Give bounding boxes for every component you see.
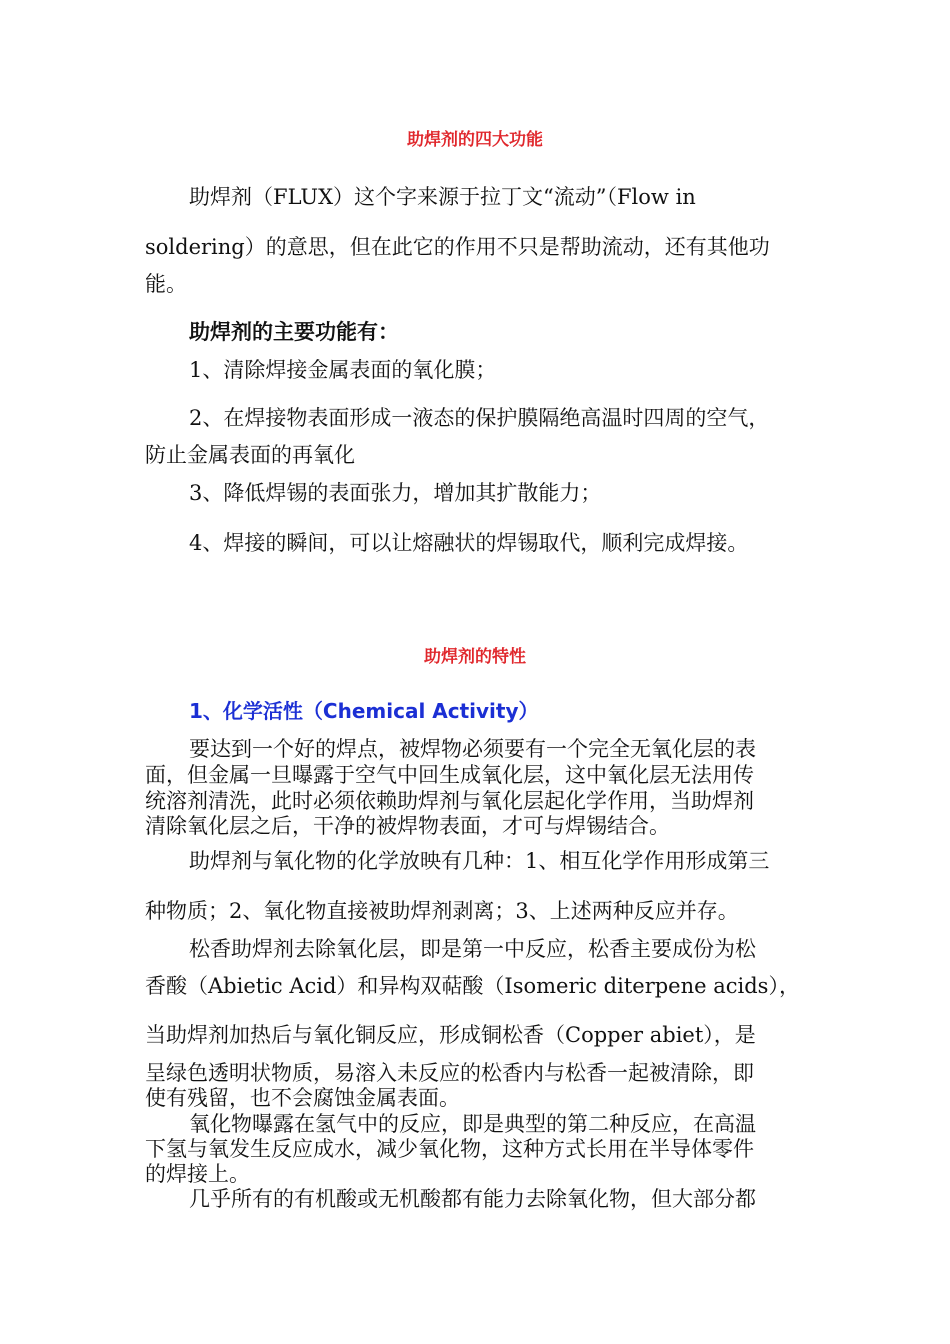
function-item-3: 3、降低焊锡的表面张力，增加其扩散能力； (189, 481, 602, 505)
section-title-functions: 助焊剂的四大功能 (407, 130, 543, 150)
body-line-10: 呈绿色透明状物质，易溶入未反应的松香内与松香一起被清除，即 (145, 1061, 754, 1085)
body-line-11: 使有残留，也不会腐蚀金属表面。 (145, 1086, 460, 1110)
body-line-3: 统溶剂清洗，此时必须依赖助焊剂与氧化层起化学作用，当助焊剂 (145, 789, 754, 813)
body-line-9: 当助焊剂加热后与氧化铜反应，形成铜松香（Copper abiet），是 (145, 1023, 756, 1047)
function-item-2: 2、在焊接物表面形成一液态的保护膜隔绝高温时四周的空气， (189, 406, 770, 430)
body-line-1: 要达到一个好的焊点，被焊物必须要有一个完全无氧化层的表 (189, 737, 756, 761)
function-item-1: 1、清除焊接金属表面的氧化膜； (189, 358, 497, 382)
body-line-2: 面，但金属一旦曝露于空气中回生成氧化层，这中氧化层无法用传 (145, 763, 754, 787)
body-line-14: 的焊接上。 (145, 1162, 250, 1186)
body-line-5: 助焊剂与氧化物的化学放映有几种：1、相互化学作用形成第三 (189, 849, 770, 873)
body-line-15: 几乎所有的有机酸或无机酸都有能力去除氧化物，但大部分都 (189, 1187, 756, 1211)
function-item-2-cont: 防止金属表面的再氧化 (145, 443, 355, 467)
subheading-chemical-activity: 1、化学活性（Chemical Activity） (189, 699, 539, 723)
section-title-properties: 助焊剂的特性 (424, 647, 526, 667)
intro-line-3: 能。 (145, 272, 187, 296)
function-item-4: 4、焊接的瞬间，可以让熔融状的焊锡取代，顺利完成焊接。 (189, 531, 749, 555)
body-line-6: 种物质；2、氧化物直接被助焊剂剥离；3、上述两种反应并存。 (145, 899, 739, 923)
intro-line-2: soldering）的意思，但在此它的作用不只是帮助流动，还有其他功 (145, 235, 770, 259)
body-line-12: 氧化物曝露在氢气中的反应，即是典型的第二种反应，在高温 (189, 1112, 756, 1136)
body-line-4: 清除氧化层之后，干净的被焊物表面，才可与焊锡结合。 (145, 814, 670, 838)
body-line-13: 下氢与氧发生反应成水，减少氧化物，这种方式长用在半导体零件 (145, 1137, 754, 1161)
body-line-8: 香酸（Abietic Acid）和异构双萜酸（Isomeric diterpene acids）， (145, 974, 800, 998)
body-line-7: 松香助焊剂去除氧化层，即是第一中反应，松香主要成份为松 (189, 937, 756, 961)
intro-line-1: 助焊剂（FLUX）这个字来源于拉丁文“流动”（Flow in (189, 185, 696, 209)
functions-heading: 助焊剂的主要功能有： (189, 319, 399, 344)
